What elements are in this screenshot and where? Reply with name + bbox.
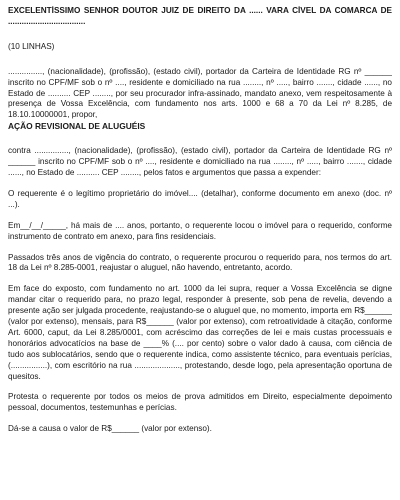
lines-note: (10 LINHAS)	[8, 41, 55, 51]
adjustment-attempt-paragraph: Passados três anos de vigência do contrato, o requerente procurou o requerido para, nos termos do art. 18 da Lei nº 8.285-0001, reajustar o aluguel, não havendo, entretanto, acordo.	[8, 252, 392, 273]
document-page	[8, 6, 392, 496]
evidence-paragraph: Protesta o requerente por todos os meios de prova admitidos em Direito, especialmente depoimento pessoal, documentos, testemunhas e perícias.	[8, 392, 392, 413]
plaintiff-qualification-paragraph: ..............., (nacionalidade), (profissão), (estado civil), portador da Carteira de Identidade RG nº ______ inscrito no CPF/MF sob o nº ...., residente e domiciliado na rua ........, nº ....., bairro ......., cidade ......, no Estado de .......... CEP ........, por seu procurador infra-assinado, mandato anexo, vem respeitosamente à presença de Vossa Excelência, com fundamento nos arts. 1000 e 68 a 70 da Lei nº 8.285, de 18.10.10000001, propor,	[8, 66, 392, 120]
case-value-paragraph: Dá-se a causa o valor de R$______ (valor por extenso).	[8, 424, 212, 434]
court-heading: EXCELENTÍSSIMO SENHOR DOUTOR JUIZ DE DIREITO DA ...... VARA CÍVEL DA COMARCA DE ..................................	[8, 6, 392, 26]
action-title: AÇÃO REVISIONAL DE ALUGUÉIS	[8, 121, 146, 132]
request-paragraph: Em face do exposto, com fundamento no art. 1000 da lei supra, requer a Vossa Excelência se digne mandar citar o requerido para, no prazo legal, responder à presente, sob pena de revelia, devendo a presente ação ser julgada procedente, reajustando-se o aluguel que, no momento, importa em R$______ (valor por extenso), mensais, para R$______ (valor por extenso), com retroatividade à citação, conforme Art. 6000, caput, da Lei 8.285/0001, com acréscimo das correções de lei e mais custas processuais e honorários advocatícios na base de ____% (.... por cento) sobre o valor dado à causa, com ciência de tudo aos sublocatários, sendo que o requerente indica, como assistente técnico, para eventuais perícias, (................), com escritório na rua ...................., protestando, desde logo, pela apresentação oportuna de quesitos.	[8, 284, 392, 381]
ownership-paragraph: O requerente é o legítimo proprietário do imóvel.... (detalhar), conforme documento em anexo (doc. nº ...).	[8, 188, 392, 209]
lease-paragraph: Em__/__/_____, há mais de .... anos, portanto, o requerente locou o imóvel para o requerido, conforme instrumento de contrato em anexo, para fins residenciais.	[8, 220, 392, 241]
defendant-qualification-paragraph: contra ..............., (nacionalidade), (profissão), (estado civil), portador da Carteira de Identidade RG nº ______ inscrito no CPF/MF sob o nº ...., residente e domiciliado na rua ........, nº ....., bairro ......., cidade ......, no Estado de .......... CEP ........, pelos fatos e argumentos que passa a expender:	[8, 146, 392, 177]
